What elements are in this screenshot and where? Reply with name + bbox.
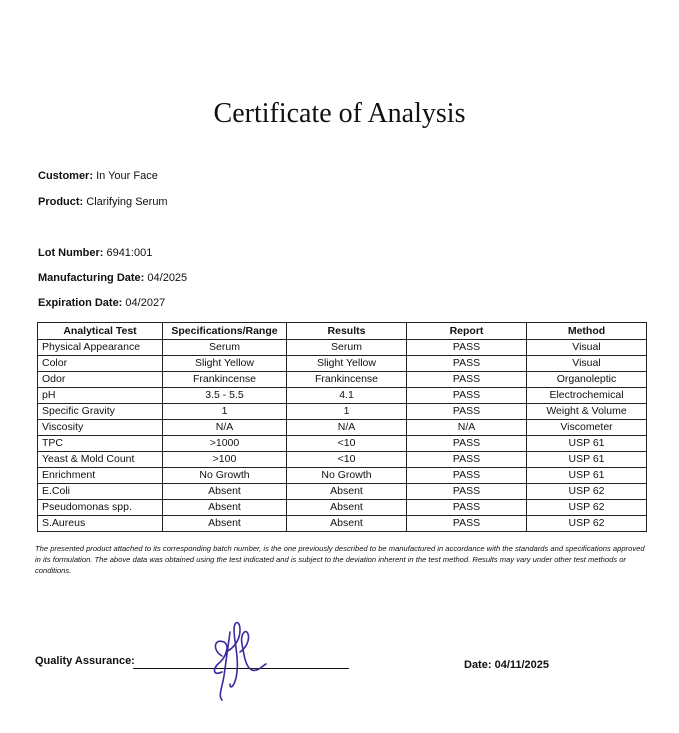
report-cell: PASS: [407, 340, 527, 356]
quality-assurance-label: Quality Assurance:: [35, 655, 135, 667]
result-cell: <10: [287, 452, 407, 468]
table-header-row: [38, 323, 647, 340]
report-cell: N/A: [407, 420, 527, 436]
report-cell: PASS: [407, 388, 527, 404]
customer-label: Customer:: [38, 170, 94, 182]
product-field: [38, 196, 168, 208]
date-value: 04/11/2025: [494, 659, 550, 671]
test-cell: Viscosity: [38, 420, 163, 436]
spec-cell: >1000: [163, 436, 287, 452]
method-cell: USP 62: [527, 484, 647, 500]
table-row: [38, 452, 647, 468]
method-cell: USP 61: [527, 468, 647, 484]
expiration-date-field: [38, 297, 165, 309]
spec-cell: Serum: [163, 340, 287, 356]
header-specifications: Specifications/Range: [163, 323, 287, 340]
result-cell: Slight Yellow: [287, 356, 407, 372]
table-row: [38, 404, 647, 420]
result-cell: N/A: [287, 420, 407, 436]
spec-cell: Slight Yellow: [163, 356, 287, 372]
table-row: [38, 500, 647, 516]
product-label: Product:: [38, 196, 84, 208]
table-row: [38, 436, 647, 452]
method-cell: Organoleptic: [527, 372, 647, 388]
method-cell: USP 61: [527, 436, 647, 452]
result-cell: <10: [287, 436, 407, 452]
result-cell: Absent: [287, 484, 407, 500]
result-cell: Absent: [287, 500, 407, 516]
manufacturing-date-label: Manufacturing Date:: [38, 272, 145, 284]
date-label: Date:: [464, 659, 492, 671]
test-cell: S.Aureus: [38, 516, 163, 532]
spec-cell: Absent: [163, 500, 287, 516]
expiration-date-label: Expiration Date:: [38, 297, 123, 309]
manufacturing-date-value: 04/2025: [147, 272, 188, 284]
method-cell: Weight & Volume: [527, 404, 647, 420]
spec-cell: Absent: [163, 484, 287, 500]
date-field: [464, 659, 549, 671]
analysis-table: [37, 322, 647, 532]
document-title: Certificate of Analysis: [213, 98, 466, 129]
test-cell: Pseudomonas spp.: [38, 500, 163, 516]
report-cell: PASS: [407, 484, 527, 500]
report-cell: PASS: [407, 452, 527, 468]
spec-cell: >100: [163, 452, 287, 468]
test-cell: TPC: [38, 436, 163, 452]
signature-stroke: [215, 623, 266, 701]
table-row: [38, 420, 647, 436]
disclaimer-text: The presented product attached to its corresponding batch number, is the one previously described to be manufactured in accordance with the standards and specifications approved in its formulation. The above data was obtained using the test indicated and is subject to the deviation inherent in the test method. Results may vary under other test methods or conditions.: [35, 544, 645, 575]
method-cell: Visual: [527, 340, 647, 356]
table-row: [38, 388, 647, 404]
spec-cell: No Growth: [163, 468, 287, 484]
lot-number-value: 6941:001: [106, 247, 153, 259]
report-cell: PASS: [407, 500, 527, 516]
method-cell: USP 62: [527, 516, 647, 532]
table-row: [38, 356, 647, 372]
report-cell: PASS: [407, 436, 527, 452]
result-cell: Absent: [287, 516, 407, 532]
test-cell: Odor: [38, 372, 163, 388]
customer-value: In Your Face: [96, 170, 158, 182]
test-cell: Yeast & Mold Count: [38, 452, 163, 468]
spec-cell: Frankincense: [163, 372, 287, 388]
lot-number-field: [38, 247, 152, 259]
table-body: [38, 340, 647, 532]
table-row: [38, 340, 647, 356]
report-cell: PASS: [407, 404, 527, 420]
method-cell: Viscometer: [527, 420, 647, 436]
report-cell: PASS: [407, 372, 527, 388]
report-cell: PASS: [407, 468, 527, 484]
spec-cell: 3.5 - 5.5: [163, 388, 287, 404]
table-row: [38, 484, 647, 500]
method-cell: USP 62: [527, 500, 647, 516]
test-cell: E.Coli: [38, 484, 163, 500]
expiration-date-value: 04/2027: [125, 297, 166, 309]
report-cell: PASS: [407, 356, 527, 372]
table-row: [38, 468, 647, 484]
result-cell: Serum: [287, 340, 407, 356]
customer-field: [38, 170, 158, 182]
method-cell: USP 61: [527, 452, 647, 468]
result-cell: Frankincense: [287, 372, 407, 388]
lot-number-label: Lot Number:: [38, 247, 104, 259]
table-row: [38, 372, 647, 388]
result-cell: 1: [287, 404, 407, 420]
header-results: Results: [287, 323, 407, 340]
header-method: Method: [527, 323, 647, 340]
spec-cell: N/A: [163, 420, 287, 436]
test-cell: Specific Gravity: [38, 404, 163, 420]
test-cell: Enrichment: [38, 468, 163, 484]
test-cell: pH: [38, 388, 163, 404]
method-cell: Visual: [527, 356, 647, 372]
manufacturing-date-field: [38, 272, 187, 284]
test-cell: Color: [38, 356, 163, 372]
signature-mark: [200, 612, 290, 704]
header-report: Report: [407, 323, 527, 340]
result-cell: 4.1: [287, 388, 407, 404]
method-cell: Electrochemical: [527, 388, 647, 404]
header-analytical-test: Analytical Test: [38, 323, 163, 340]
product-value: Clarifying Serum: [86, 196, 168, 208]
report-cell: PASS: [407, 516, 527, 532]
spec-cell: 1: [163, 404, 287, 420]
spec-cell: Absent: [163, 516, 287, 532]
table-row: [38, 516, 647, 532]
test-cell: Physical Appearance: [38, 340, 163, 356]
result-cell: No Growth: [287, 468, 407, 484]
